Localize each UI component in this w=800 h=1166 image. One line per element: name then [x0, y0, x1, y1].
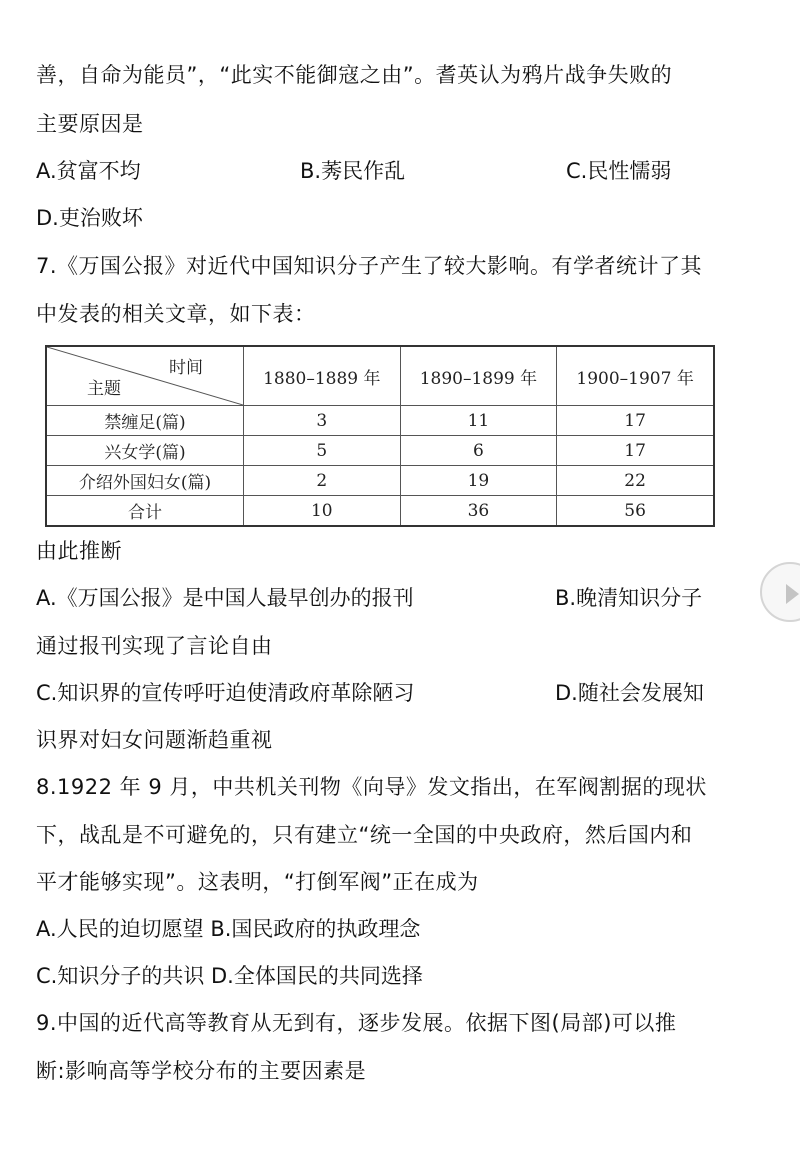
q7-option-a: A.《万国公报》是中国人最早创办的报刊: [36, 586, 414, 610]
q9-stem-line2: 断:影响高等学校分布的主要因素是: [36, 1059, 367, 1083]
table-row: [46, 406, 714, 436]
article-stats-table: [45, 345, 715, 527]
table-row: [46, 436, 714, 466]
q6-option-c: C.民性懦弱: [566, 159, 672, 183]
header-topic-label: 主题: [87, 379, 121, 399]
row-label: 兴女学(篇): [46, 436, 244, 466]
table-cell: 3: [244, 406, 401, 436]
diagonal-line: [47, 347, 243, 405]
row-label: 介绍外国妇女(篇): [46, 466, 244, 496]
table-cell: 17: [557, 436, 714, 466]
table-cell: 10: [244, 496, 401, 527]
column-header: 1900–1907 年: [557, 346, 714, 406]
row-label: 禁缠足(篇): [46, 406, 244, 436]
table-cell: 11: [400, 406, 557, 436]
table-corner-cell: [46, 346, 244, 406]
table-cell: 17: [557, 406, 714, 436]
table-cell: 36: [400, 496, 557, 527]
q6-option-b: B.莠民作乱: [300, 159, 406, 183]
q9-stem-line1: 9.中国的近代高等教育从无到有，逐步发展。依据下图(局部)可以推: [36, 1011, 677, 1035]
q8-options-ab: A.人民的迫切愿望 B.国民政府的执政理念: [36, 917, 421, 941]
q8-stem-line2: 下，战乱是不可避免的，只有建立“统一全国的中央政府，然后国内和: [36, 823, 693, 847]
table-header-row: [46, 346, 714, 406]
q6-stem-line2: 主要原因是: [36, 112, 144, 136]
q7-stem-line2: 中发表的相关文章，如下表：: [36, 302, 316, 326]
table-cell: 19: [400, 466, 557, 496]
q7-option-b-cont: 通过报刊实现了言论自由: [36, 634, 273, 658]
q8-options-cd: C.知识分子的共识 D.全体国民的共同选择: [36, 964, 423, 988]
row-label: 合计: [46, 496, 244, 527]
table-cell: 5: [244, 436, 401, 466]
table-row: [46, 466, 714, 496]
column-header: 1890–1899 年: [400, 346, 557, 406]
q7-option-d: D.随社会发展知: [555, 681, 704, 705]
header-time-label: 时间: [169, 358, 203, 378]
q7-option-c: C.知识界的宣传呼吁迫使清政府革除陋习: [36, 681, 415, 705]
table-cell: 6: [400, 436, 557, 466]
table-cell: 22: [557, 466, 714, 496]
q6-option-a: A.贫富不均: [36, 159, 141, 183]
table-cell: 56: [557, 496, 714, 527]
q7-stem-line1: 7.《万国公报》对近代中国知识分子产生了较大影响。有学者统计了其: [36, 254, 703, 278]
q6-stem-line1: 善，自命为能员”，“此实不能御寇之由”。耆英认为鸦片战争失败的: [36, 63, 673, 87]
table-cell: 2: [244, 466, 401, 496]
q8-stem-line3: 平才能够实现”。这表明，“打倒军阀”正在成为: [36, 870, 479, 894]
table-total-row: [46, 496, 714, 527]
next-page-button[interactable]: [760, 562, 800, 622]
q8-stem-line1: 8.1922 年 9 月，中共机关刊物《向导》发文指出，在军阀割据的现状: [36, 775, 707, 799]
q7-option-b: B.晚清知识分子: [555, 586, 703, 610]
q7-after-table: 由此推断: [36, 539, 122, 563]
q6-option-d: D.吏治败坏: [36, 206, 143, 230]
column-header: 1880–1889 年: [244, 346, 401, 406]
next-arrow-icon: [786, 584, 799, 604]
q7-option-d-cont: 识界对妇女问题渐趋重视: [36, 728, 273, 752]
